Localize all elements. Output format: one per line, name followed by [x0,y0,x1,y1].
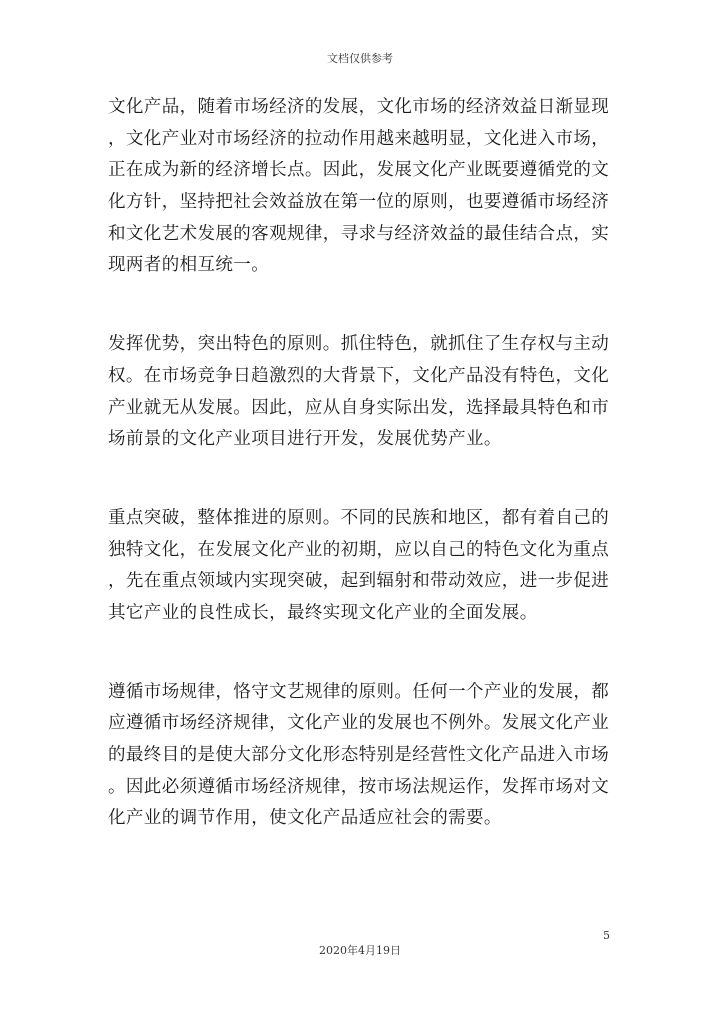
text-line: 化方针，坚持把社会效益放在第一位的原则，也要遵循市场经济 [108,192,610,213]
text-line: 发挥优势，突出特色的原则。抓住特色，就抓住了生存权与主动 [108,334,610,355]
text-line: 文化产品，随着市场经济的发展，文化市场的经济效益日渐显现 [108,97,610,117]
text-line: 其它产业的良性成长，最终实现文化产业的全面发展。 [108,602,538,623]
paragraph-4 [108,677,614,835]
text-line: 遵循市场规律，恪守文艺规律的原则。任何一个产业的发展，都 [108,681,610,702]
paragraph-1 [108,92,614,282]
text-line: 独特文化，在发展文化产业的初期，应以自己的特色文化为重点 [108,539,610,560]
paragraph-2 [108,329,614,456]
text-line: ，先在重点领域内实现突破，起到辐射和带动效应，进一步促进 [108,571,610,592]
page-number: 5 [603,929,610,942]
text-line: 场前景的文化产业项目进行开发，发展优势产业。 [108,429,502,450]
page-header: 文档仅供参考 [327,52,393,65]
text-line: 正在成为新的经济增长点。因此，发展文化产业既要遵循党的文 [108,160,610,181]
text-line: 。因此必须遵循市场经济规律，按市场法规运作，发挥市场对文 [108,776,610,797]
text-line: 化产业的调节作用，使文化产品适应社会的需要。 [108,808,502,829]
document-body [108,92,614,882]
text-line: 现两者的相互统一。 [108,255,270,276]
text-line: 产业就无从发展。因此，应从自身实际出发，选择最具特色和市 [108,397,610,418]
paragraph-3 [108,503,614,630]
footer-date: 2020年4月19日 [319,944,401,957]
text-line: ，文化产业对市场经济的拉动作用越来越明显，文化进入市场， [108,128,610,149]
text-line: 重点突破，整体推进的原则。不同的民族和地区，都有着自己的 [108,507,610,528]
text-line: 和文化艺术发展的客观规律，寻求与经济效益的最佳结合点，实 [108,223,610,244]
text-line: 权。在市场竞争日趋激烈的大背景下，文化产品没有特色，文化 [108,365,610,386]
text-line: 应遵循市场经济规律，文化产业的发展也不例外。发展文化产业 [108,713,610,734]
text-line: 的最终目的是使大部分文化形态特别是经营性文化产品进入市场 [108,745,610,765]
